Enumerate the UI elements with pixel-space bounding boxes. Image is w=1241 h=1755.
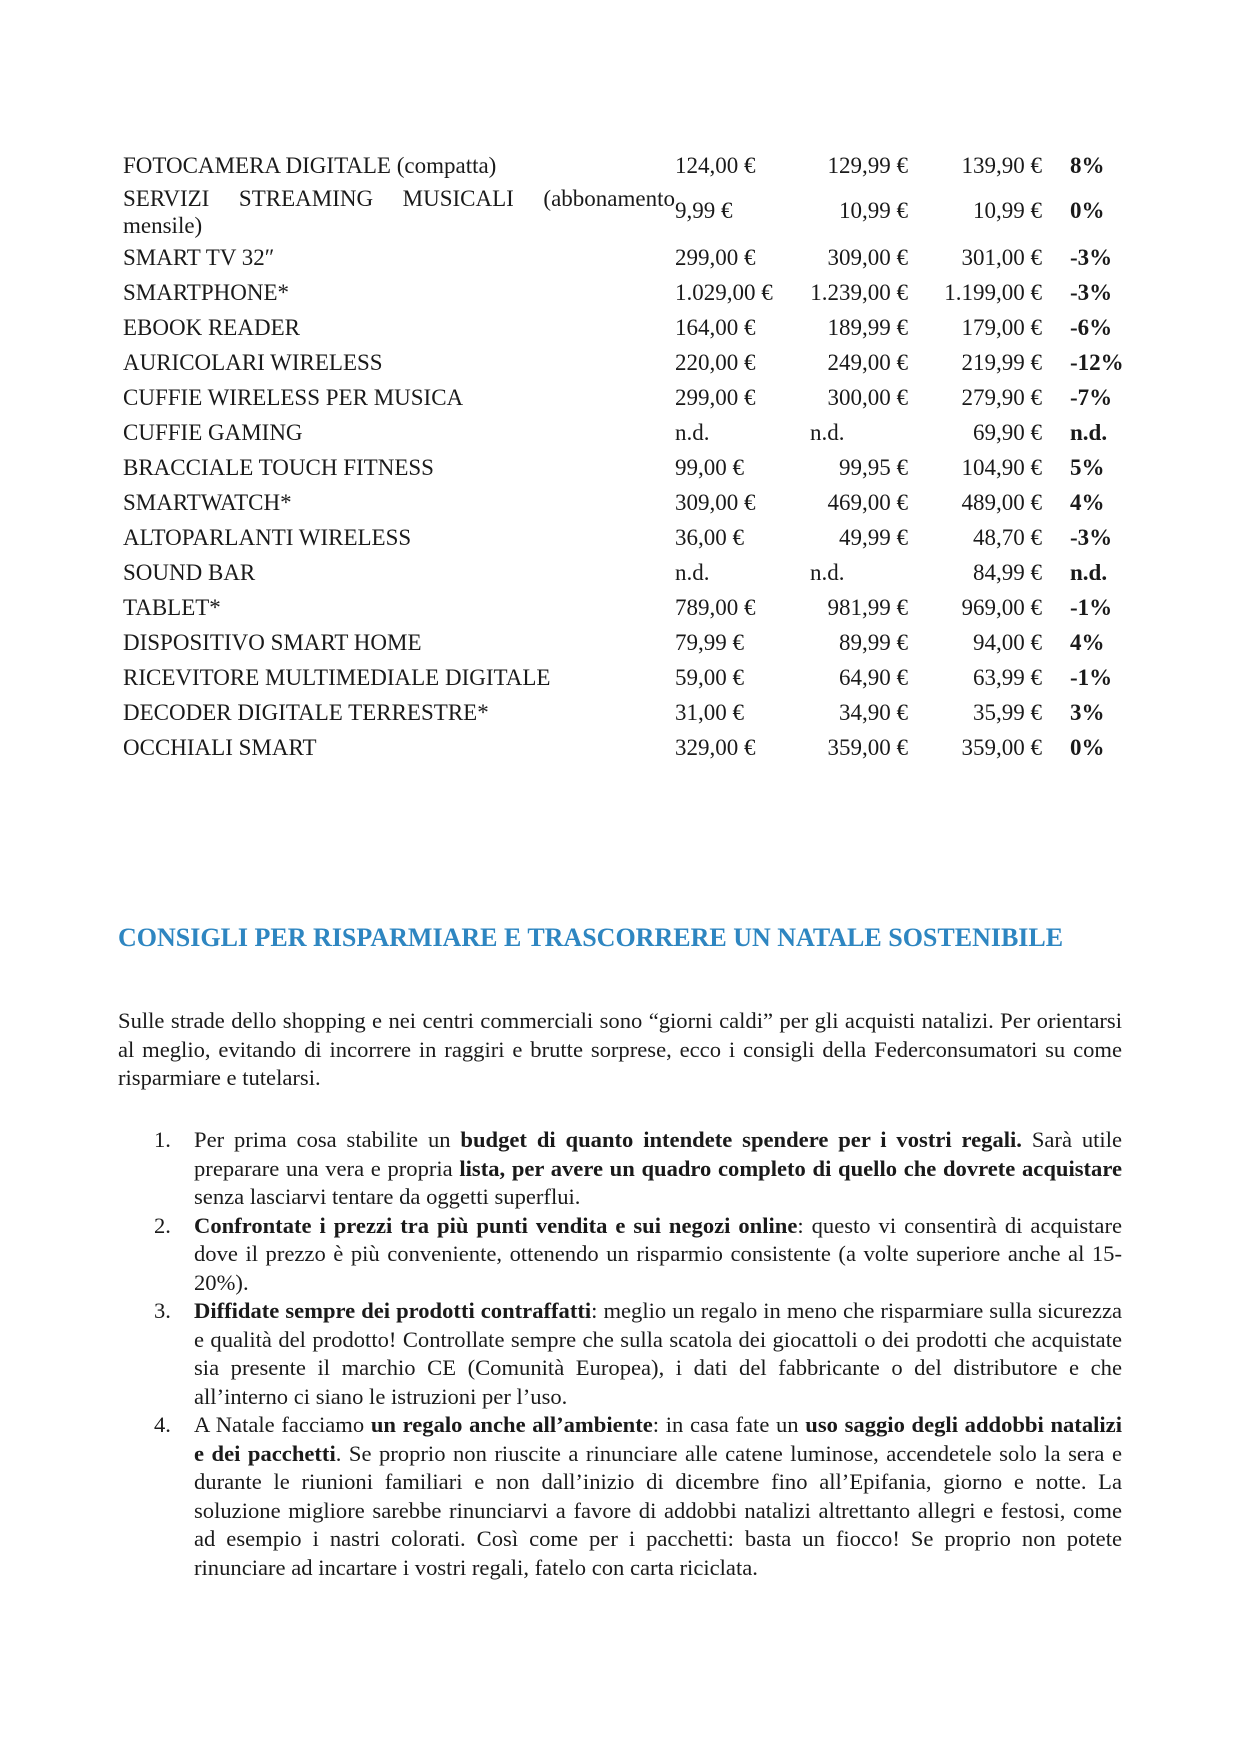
price-second: 89,99 € xyxy=(839,630,908,655)
product-name: OCCHIALI SMART xyxy=(123,735,317,760)
tip-text: Per prima cosa stabilite un xyxy=(194,1127,461,1152)
price-row xyxy=(120,450,1140,485)
price-third: 139,90 € xyxy=(961,153,1042,178)
tip-item xyxy=(118,1212,1122,1298)
tip-emphasis: uso saggio degli addobbi natalizi e dei pacchetti xyxy=(194,1412,1122,1466)
price-change-percent: 8% xyxy=(1070,153,1105,178)
price-first: n.d. xyxy=(675,560,710,585)
price-third: 10,99 € xyxy=(973,198,1042,223)
price-change-percent: 4% xyxy=(1070,490,1105,515)
price-first: n.d. xyxy=(675,420,710,445)
price-second: 64,90 € xyxy=(839,665,908,690)
price-third: 279,90 € xyxy=(961,385,1042,410)
price-change-percent: -12% xyxy=(1070,350,1124,375)
product-name: DISPOSITIVO SMART HOME xyxy=(123,630,422,655)
price-first: 299,00 € xyxy=(675,245,756,270)
price-row xyxy=(120,625,1140,660)
price-row xyxy=(120,520,1140,555)
product-name: BRACCIALE TOUCH FITNESS xyxy=(123,455,434,480)
price-change-percent: -3% xyxy=(1070,525,1113,550)
tip-text: : in casa fate un xyxy=(652,1412,806,1437)
tip-emphasis: Diffidate sempre dei prodotti contraffatti xyxy=(194,1298,592,1323)
price-row xyxy=(120,275,1140,310)
price-third: 84,99 € xyxy=(973,560,1042,585)
tips-list xyxy=(118,1126,1122,1582)
product-name: CUFFIE WIRELESS PER MUSICA xyxy=(123,385,464,410)
price-change-percent: n.d. xyxy=(1070,420,1108,445)
product-name: FOTOCAMERA DIGITALE (compatta) xyxy=(123,153,497,178)
tip-emphasis: un regalo anche all’ambiente xyxy=(370,1412,653,1437)
price-second: n.d. xyxy=(810,420,845,445)
tip-number: 3. xyxy=(154,1298,171,1323)
price-second: 99,95 € xyxy=(839,455,908,480)
price-first: 99,00 € xyxy=(675,455,744,480)
price-row xyxy=(120,183,1140,240)
price-change-percent: 5% xyxy=(1070,455,1105,480)
price-second: 469,00 € xyxy=(827,490,908,515)
tip-emphasis: lista, per avere un quadro completo di quello che dovrete acquistare xyxy=(459,1155,1122,1181)
price-change-percent: 0% xyxy=(1070,735,1105,760)
product-name: SERVIZI STREAMING MUSICALI (abbonamento mensile) xyxy=(123,186,675,238)
tip-emphasis: Confrontate i prezzi tra più punti vendita e sui negozi online xyxy=(194,1212,798,1238)
tip-item xyxy=(118,1126,1122,1212)
product-name: EBOOK READER xyxy=(123,315,300,340)
tip-item xyxy=(118,1297,1122,1411)
price-third: 104,90 € xyxy=(961,455,1042,480)
price-third: 969,00 € xyxy=(961,595,1042,620)
price-first: 59,00 € xyxy=(675,665,744,690)
price-third: 219,99 € xyxy=(961,350,1042,375)
price-third: 63,99 € xyxy=(973,665,1042,690)
tip-text: senza lasciarvi tentare da oggetti superflui. xyxy=(194,1184,581,1209)
price-table xyxy=(120,148,1140,765)
price-third: 489,00 € xyxy=(961,490,1042,515)
price-row xyxy=(120,345,1140,380)
price-change-percent: n.d. xyxy=(1070,560,1108,585)
tip-text: . Se proprio non riuscite a rinunciare alle catene luminose, accendetele solo la sera e durante le riunioni familiari e non dall’inizio di dicembre fino all’Epifania, giorno e notte. La soluzione migliore sarebbe rinunciarvi a favore di addobbi natalizi altrettanto allegri e festosi, come ad esempio i nastri colorati. Così come per i pacchetti: basta un fiocco! Se proprio non potete rinunciare ad incartare i vostri regali, fatelo con carta riciclata. xyxy=(194,1440,1122,1580)
product-name: CUFFIE GAMING xyxy=(123,420,303,445)
tip-emphasis: budget di quanto intendete spendere per i vostri regali. xyxy=(460,1127,1022,1152)
price-second: 129,99 € xyxy=(827,153,908,178)
price-change-percent: -6% xyxy=(1070,315,1113,340)
price-first: 9,99 € xyxy=(675,198,733,223)
price-second: 189,99 € xyxy=(827,315,908,340)
product-name: SMARTWATCH* xyxy=(123,490,292,515)
price-second: 309,00 € xyxy=(827,245,908,270)
price-change-percent: -1% xyxy=(1070,665,1113,690)
price-second: 1.239,00 € xyxy=(810,280,908,305)
price-second: 249,00 € xyxy=(827,350,908,375)
intro-paragraph: Sulle strade dello shopping e nei centri commerciali sono “giorni caldi” per gli acquisti natalizi. Per orientarsi al meglio, evitando di incorrere in raggiri e brutte sorprese, ecco i consigli della Federconsumatori su come risparmiare e tutelarsi. xyxy=(118,1008,1122,1090)
price-third: 94,00 € xyxy=(973,630,1042,655)
tip-text: : meglio un regalo in meno che risparmiare sulla sicurezza e qualità del prodotto! Controllate sempre che sulla scatola dei giocattoli o dei prodotti che acquistate sia presente il marchio CE (Comunità Europea), i dati del fabbricante o del distributore e che all’interno ci siano le istruzioni per l’uso. xyxy=(194,1298,1122,1409)
price-third: 69,90 € xyxy=(973,420,1042,445)
price-row xyxy=(120,148,1140,183)
price-first: 299,00 € xyxy=(675,385,756,410)
product-name: SMARTPHONE* xyxy=(123,280,290,305)
product-name: TABLET* xyxy=(123,595,221,620)
price-change-percent: -7% xyxy=(1070,385,1113,410)
price-second: 49,99 € xyxy=(839,525,908,550)
price-row xyxy=(120,485,1140,520)
price-row xyxy=(120,695,1140,730)
price-first: 329,00 € xyxy=(675,735,756,760)
tip-number: 1. xyxy=(154,1127,171,1152)
price-change-percent: 3% xyxy=(1070,700,1105,725)
price-first: 309,00 € xyxy=(675,490,756,515)
tip-text: A Natale facciamo xyxy=(194,1412,371,1437)
price-first: 1.029,00 € xyxy=(675,280,773,305)
price-first: 220,00 € xyxy=(675,350,756,375)
product-name: DECODER DIGITALE TERRESTRE* xyxy=(123,700,489,725)
price-third: 1.199,00 € xyxy=(944,280,1042,305)
price-change-percent: 4% xyxy=(1070,630,1105,655)
price-change-percent: 0% xyxy=(1070,198,1105,223)
price-row xyxy=(120,590,1140,625)
price-first: 79,99 € xyxy=(675,630,744,655)
tip-number: 4. xyxy=(154,1412,171,1437)
tip-text: : questo vi consentirà di acquistare dove il prezzo è più conveniente, ottenendo un risparmio consistente (a volte superiore anche al 15-20%). xyxy=(194,1212,1122,1295)
price-second: n.d. xyxy=(810,560,845,585)
section-title: CONSIGLI PER RISPARMIARE E TRASCORRERE UN NATALE SOSTENIBILE xyxy=(118,923,1064,952)
price-second: 300,00 € xyxy=(827,385,908,410)
price-row xyxy=(120,415,1140,450)
price-first: 789,00 € xyxy=(675,595,756,620)
price-third: 48,70 € xyxy=(973,525,1042,550)
price-row xyxy=(120,730,1140,765)
price-second: 359,00 € xyxy=(827,735,908,760)
product-name: RICEVITORE MULTIMEDIALE DIGITALE xyxy=(123,665,551,690)
tip-number: 2. xyxy=(154,1212,171,1238)
price-change-percent: -3% xyxy=(1070,280,1113,305)
price-change-percent: -3% xyxy=(1070,245,1113,270)
price-first: 164,00 € xyxy=(675,315,756,340)
price-first: 31,00 € xyxy=(675,700,744,725)
price-row xyxy=(120,555,1140,590)
price-row xyxy=(120,240,1140,275)
tip-item xyxy=(118,1411,1122,1582)
price-row xyxy=(120,380,1140,415)
price-change-percent: -1% xyxy=(1070,595,1113,620)
price-second: 34,90 € xyxy=(839,700,908,725)
price-row xyxy=(120,310,1140,345)
price-third: 359,00 € xyxy=(961,735,1042,760)
product-name: AURICOLARI WIRELESS xyxy=(123,350,383,375)
price-third: 301,00 € xyxy=(961,245,1042,270)
product-name: ALTOPARLANTI WIRELESS xyxy=(123,525,412,550)
price-first: 36,00 € xyxy=(675,525,744,550)
price-second: 10,99 € xyxy=(839,198,908,223)
price-third: 35,99 € xyxy=(973,700,1042,725)
price-second: 981,99 € xyxy=(827,595,908,620)
price-first: 124,00 € xyxy=(675,153,756,178)
product-name: SMART TV 32″ xyxy=(123,245,275,270)
price-row xyxy=(120,660,1140,695)
product-name: SOUND BAR xyxy=(123,560,256,585)
price-third: 179,00 € xyxy=(961,315,1042,340)
tip-text: Sarà utile preparare una vera e propria xyxy=(194,1127,1122,1181)
